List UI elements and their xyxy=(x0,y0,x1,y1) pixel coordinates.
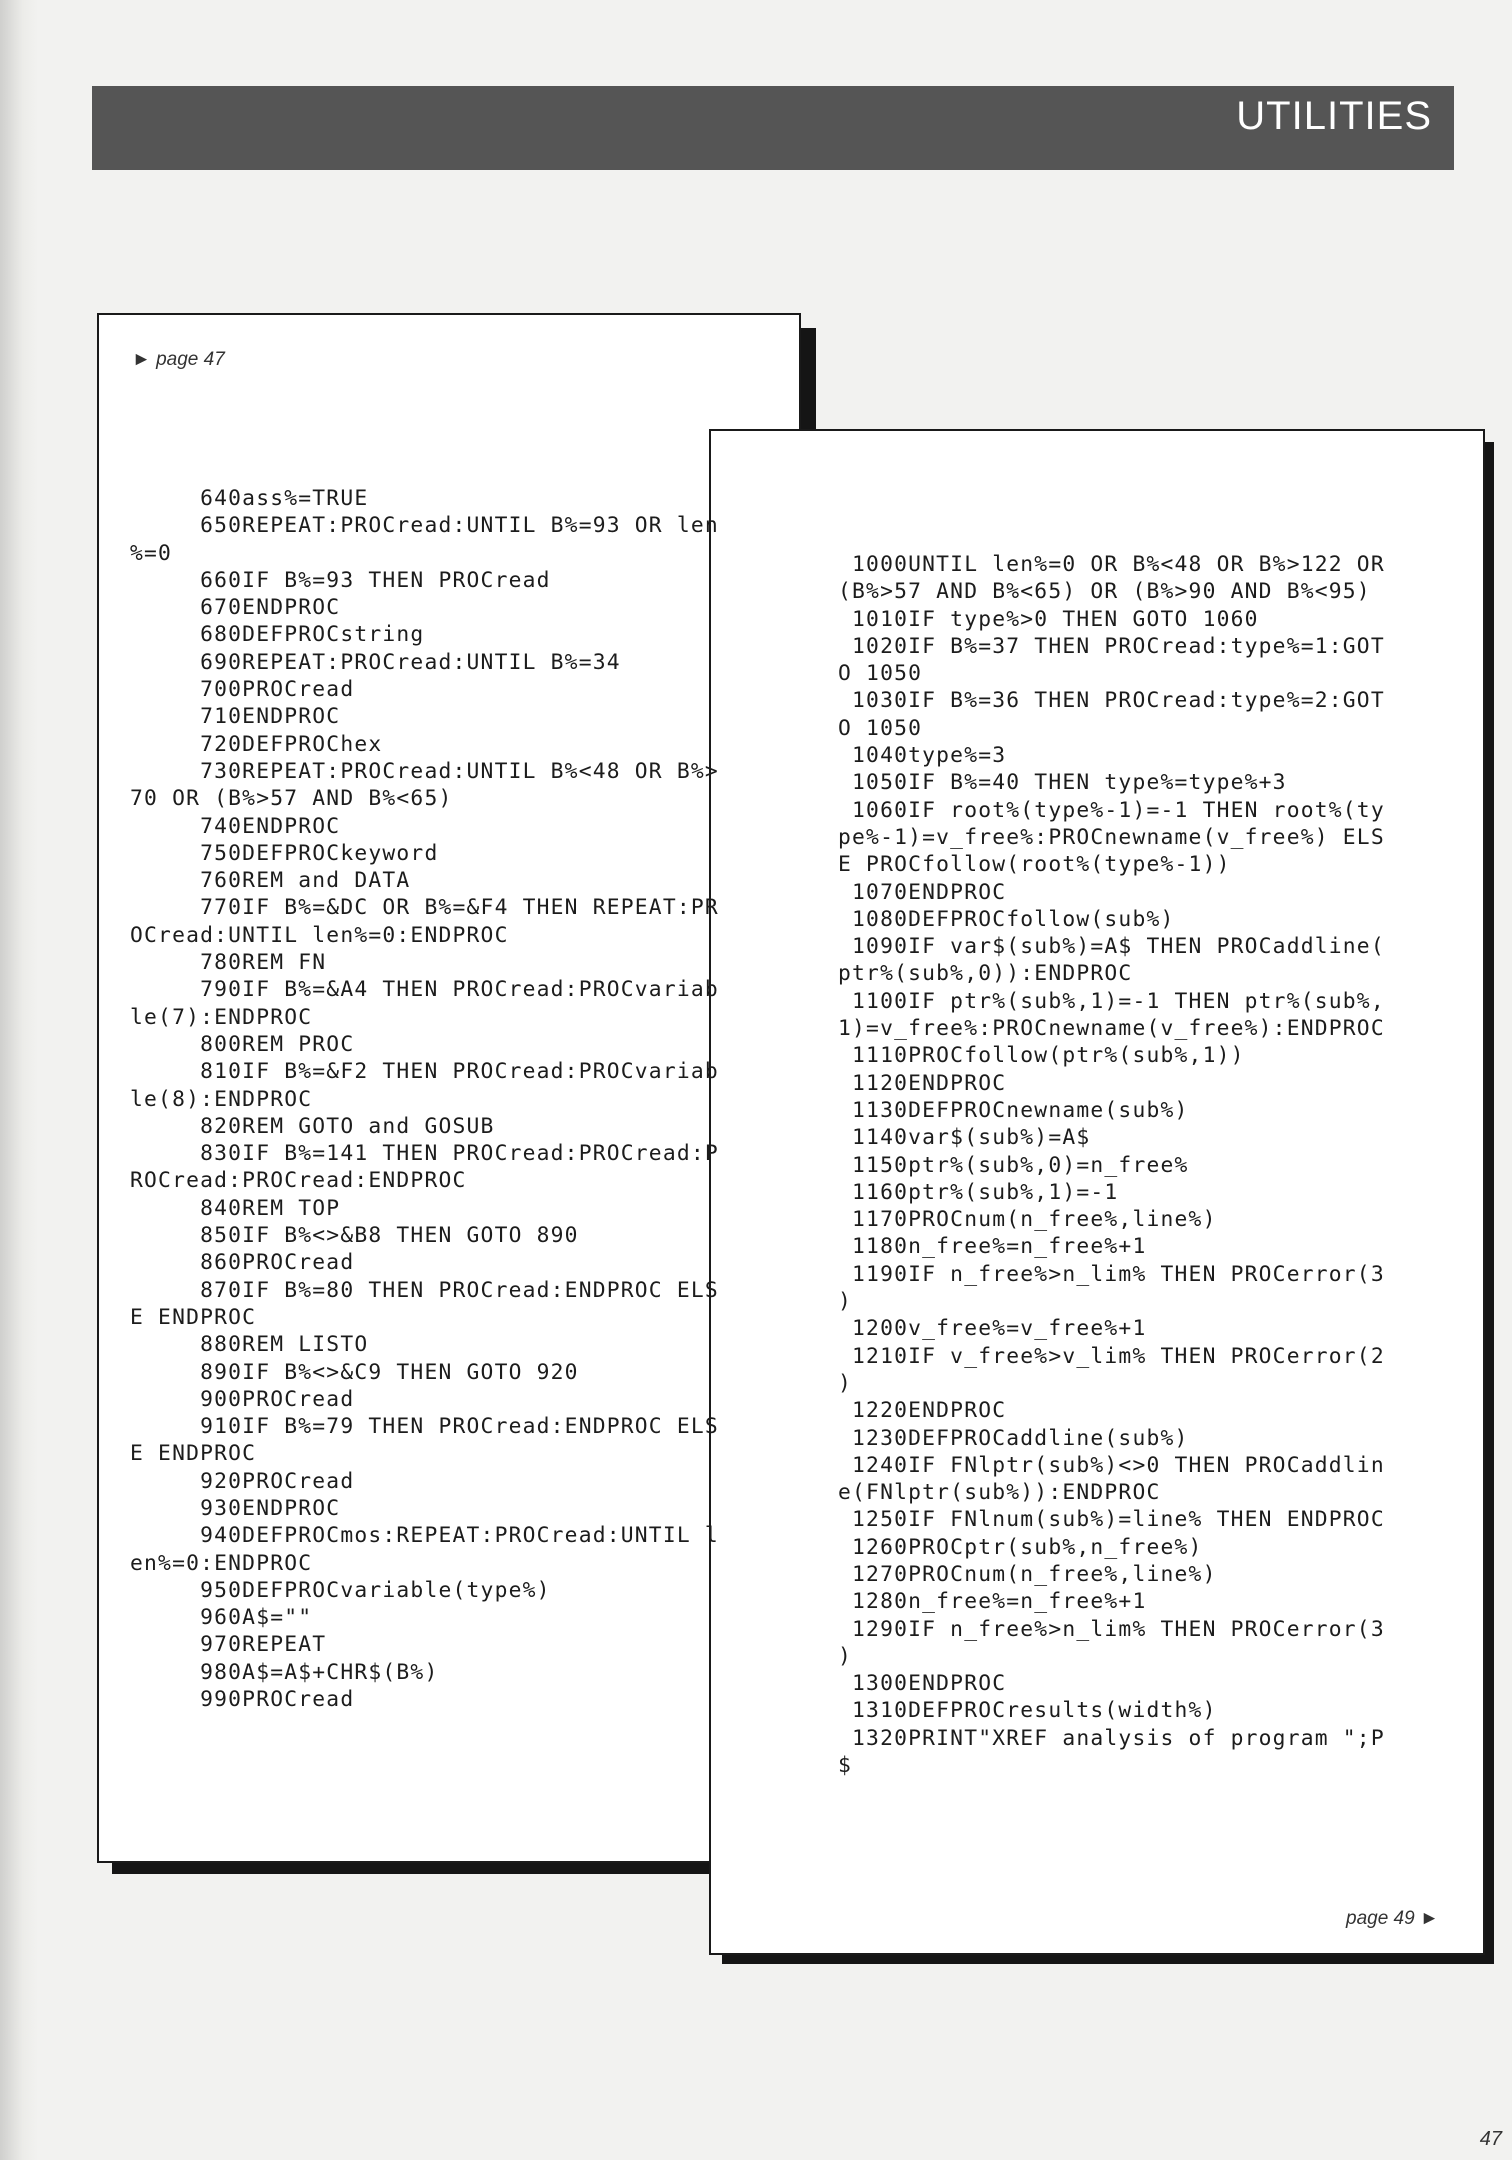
page-gutter-shadow xyxy=(0,0,38,2160)
section-header-bar xyxy=(92,86,1454,170)
section-title: UTILITIES xyxy=(1236,94,1432,138)
left-code-listing: 640ass%=TRUE 650REPEAT:PROCread:UNTIL B%=93 OR len %=0 660IF B%=93 THEN PROCread 670ENDPROC 680DEFPROCstring 690REPEAT:PROCread:UNTIL B%=34 700PROCread 710ENDPROC 720DEFPROChex 730REPEAT:PROCread:UNTIL B%<48 OR B%> 70 OR (B%>57 AND B%<65) 740ENDPROC 750DEFPROCkeyword 760REM and DATA 770IF B%=&DC OR B%=&F4 THEN REPEAT:PR OCread:UNTIL len%=0:ENDPROC 780REM FN 790IF B%=&A4 THEN PROCread:PROCvariab le(7):ENDPROC 800REM PROC 810IF B%=&F2 THEN PROCread:PROCvariab le(8):ENDPROC 820REM GOTO and GOSUB 830IF B%=141 THEN PROCread:PROCread:P ROCread:PROCread:ENDPROC 840REM TOP 850IF B%<>&B8 THEN GOTO 890 860PROCread 870IF B%=80 THEN PROCread:ENDPROC ELS E ENDPROC 880REM LISTO 890IF B%<>&C9 THEN GOTO 920 900PROCread 910IF B%=79 THEN PROCread:ENDPROC ELS E ENDPROC 920PROCread 930ENDPROC 940DEFPROCmos:REPEAT:PROCread:UNTIL l en%=0:ENDPROC 950DEFPROCvariable(type%) 960A$="" 970REPEAT 980A$=A$+CHR$(B%) 990PROCread xyxy=(130,486,719,1713)
page-number: 47 xyxy=(1479,2128,1502,2150)
previous-page-link[interactable]: ► page 47 xyxy=(132,349,225,370)
right-code-listing: 1000UNTIL len%=0 OR B%<48 OR B%>122 OR (B%>57 AND B%<65) OR (B%>90 AND B%<95) 1010IF type%>0 THEN GOTO 1060 1020IF B%=37 THEN PROCread:type%=1:GOT O 1050 1030IF B%=36 THEN PROCread:type%=2:GOT O 1050 1040type%=3 1050IF B%=40 THEN type%=type%+3 1060IF root%(type%-1)=-1 THEN root%(ty pe%-1)=v_free%:PROCnewname(v_free%) ELS E PROCfollow(root%(type%-1)) 1070ENDPROC 1080DEFPROCfollow(sub%) 1090IF var$(sub%)=A$ THEN PROCaddline( ptr%(sub%,0)):ENDPROC 1100IF ptr%(sub%,1)=-1 THEN ptr%(sub%, 1)=v_free%:PROCnewname(v_free%):ENDPROC 1110PROCfollow(ptr%(sub%,1)) 1120ENDPROC 1130DEFPROCnewname(sub%) 1140var$(sub%)=A$ 1150ptr%(sub%,0)=n_free% 1160ptr%(sub%,1)=-1 1170PROCnum(n_free%,line%) 1180n_free%=n_free%+1 1190IF n_free%>n_lim% THEN PROCerror(3 ) 1200v_free%=v_free%+1 1210IF v_free%>v_lim% THEN PROCerror(2 ) 1220ENDPROC 1230DEFPROCaddline(sub%) 1240IF FNlptr(sub%)<>0 THEN PROCaddlin e(FNlptr(sub%)):ENDPROC 1250IF FNlnum(sub%)=line% THEN ENDPROC 1260PROCptr(sub%,n_free%) 1270PROCnum(n_free%,line%) 1280n_free%=n_free%+1 1290IF n_free%>n_lim% THEN PROCerror(3 ) 1300ENDPROC 1310DEFPROCresults(width%) 1320PRINT"XREF analysis of program ";P $ xyxy=(838,552,1385,1779)
next-page-link[interactable]: page 49 ► xyxy=(1346,1908,1439,1929)
